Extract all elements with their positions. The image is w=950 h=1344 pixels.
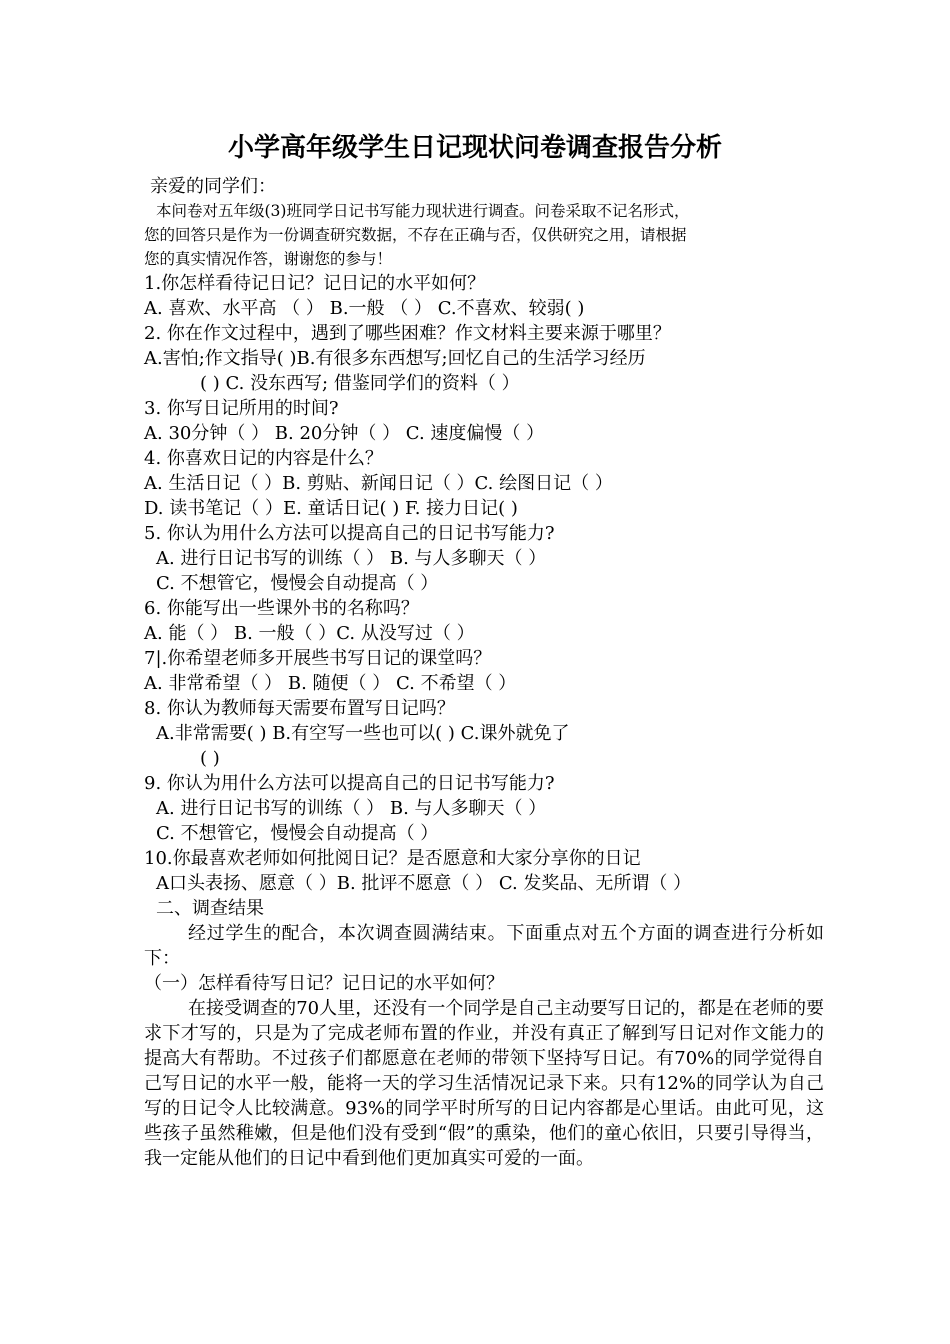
question-options: A. 能（ ） B. 一般（ ）C. 从没写过（ ） [144,623,475,644]
question-8: 8. 你认为教师每天需要布置写日记吗？ [144,698,455,719]
greeting: 亲爱的同学们： [150,176,276,197]
question-options: D. 读书笔记（ ）E. 童话日记( ) F. 接力日记( ) [144,498,518,519]
question-10: 10.你最喜欢老师如何批阅日记？是否愿意和大家分享你的日记 [144,848,641,869]
document-body [144,174,824,1171]
question-7: 7|.你希望老师多开展些书写日记的课堂吗？ [144,648,492,669]
question-4: 4. 你喜欢日记的内容是什么？ [144,448,383,469]
section-heading: 二、调查结果 [156,898,264,919]
question-6: 6. 你能写出一些课外书的名称吗？ [144,598,419,619]
subsection-heading: （一）怎样看待写日记？记日记的水平如何？ [144,973,504,994]
question-options: A. 进行日记书写的训练（ ） B. 与人多聊天（ ） [156,798,547,819]
analysis-paragraph: 在接受调查的70人里，还没有一个同学是自己主动要写日记的，都是在老师的要求下才写的，只是为了完成老师布置的作业，并没有真正了解到写日记对作文能力的提高大有帮助。不过孩子们都愿意在老师的带领下坚持写日记。有70%的同学觉得自己写日记的水平一般，能将一天的学习生活情况记录下来。只有12%的同学认为自己写的日记令人比较满意。93%的同学平时所写的日记内容都是心里话。由此可见，这些孩子虽然稚嫩，但是他们没有受到“假”的熏染，他们的童心依旧，只要引导得当，我一定能从他们的日记中看到他们更加真实可爱的一面。 [144,998,824,1169]
question-5: 5. 你认为用什么方法可以提高自己的日记书写能力? [144,523,555,544]
intro-line: 您的真实情况作答，谢谢您的参与！ [144,250,393,268]
question-options: ( ) [200,748,220,769]
intro-line: 本问卷对五年级(3)班同学日记书写能力现状进行调查。问卷采取不记名形式， [156,202,690,220]
question-options: A. 喜欢、水平高 （ ） B.一般 （ ） C.不喜欢、较弱( ) [144,298,585,319]
question-options: A. 非常希望（ ） B. 随便（ ） C. 不希望（ ） [144,673,517,694]
question-options: A口头表扬、愿意（ ）B. 批评不愿意（ ） C. 发奖品、无所谓（ ） [156,873,692,894]
question-options: A.害怕;作文指导( )B.有很多东西想写;回忆自己的生活学习经历 [144,348,646,369]
question-options: A. 生活日记（ ）B. 剪贴、新闻日记（ ）C. 绘图日记（ ） [144,473,613,494]
question-9: 9. 你认为用什么方法可以提高自己的日记书写能力? [144,773,555,794]
question-options: A.非常需要( ) B.有空写一些也可以( ) C.课外就免了 [156,723,570,744]
document-title: 小学高年级学生日记现状问卷调查报告分析 [227,133,722,163]
results-intro: 经过学生的配合，本次调查圆满结束。下面重点对五个方面的调查进行分析如下： [144,923,824,969]
question-options: C. 不想管它，慢慢会自动提高（ ） [156,573,439,594]
question-options: A. 30分钟（ ） B. 20分钟（ ） C. 速度偏慢（ ） [144,423,545,444]
intro-line: 您的回答只是作为一份调查研究数据，不存在正确与否，仅供研究之用，请根据 [144,226,687,244]
question-3: 3. 你写日记所用的时间? [144,398,339,419]
question-options: C. 不想管它，慢慢会自动提高（ ） [156,823,439,844]
question-1: 1.你怎样看待记日记？记日记的水平如何？ [144,273,486,294]
question-2: 2. 你在作文过程中，遇到了哪些困难？作文材料主要来源于哪里？ [144,323,671,344]
question-options: ( ) C. 没东西写; 借鉴同学们的资料（ ） [200,373,520,394]
question-options: A. 进行日记书写的训练（ ） B. 与人多聊天（ ） [156,548,547,569]
